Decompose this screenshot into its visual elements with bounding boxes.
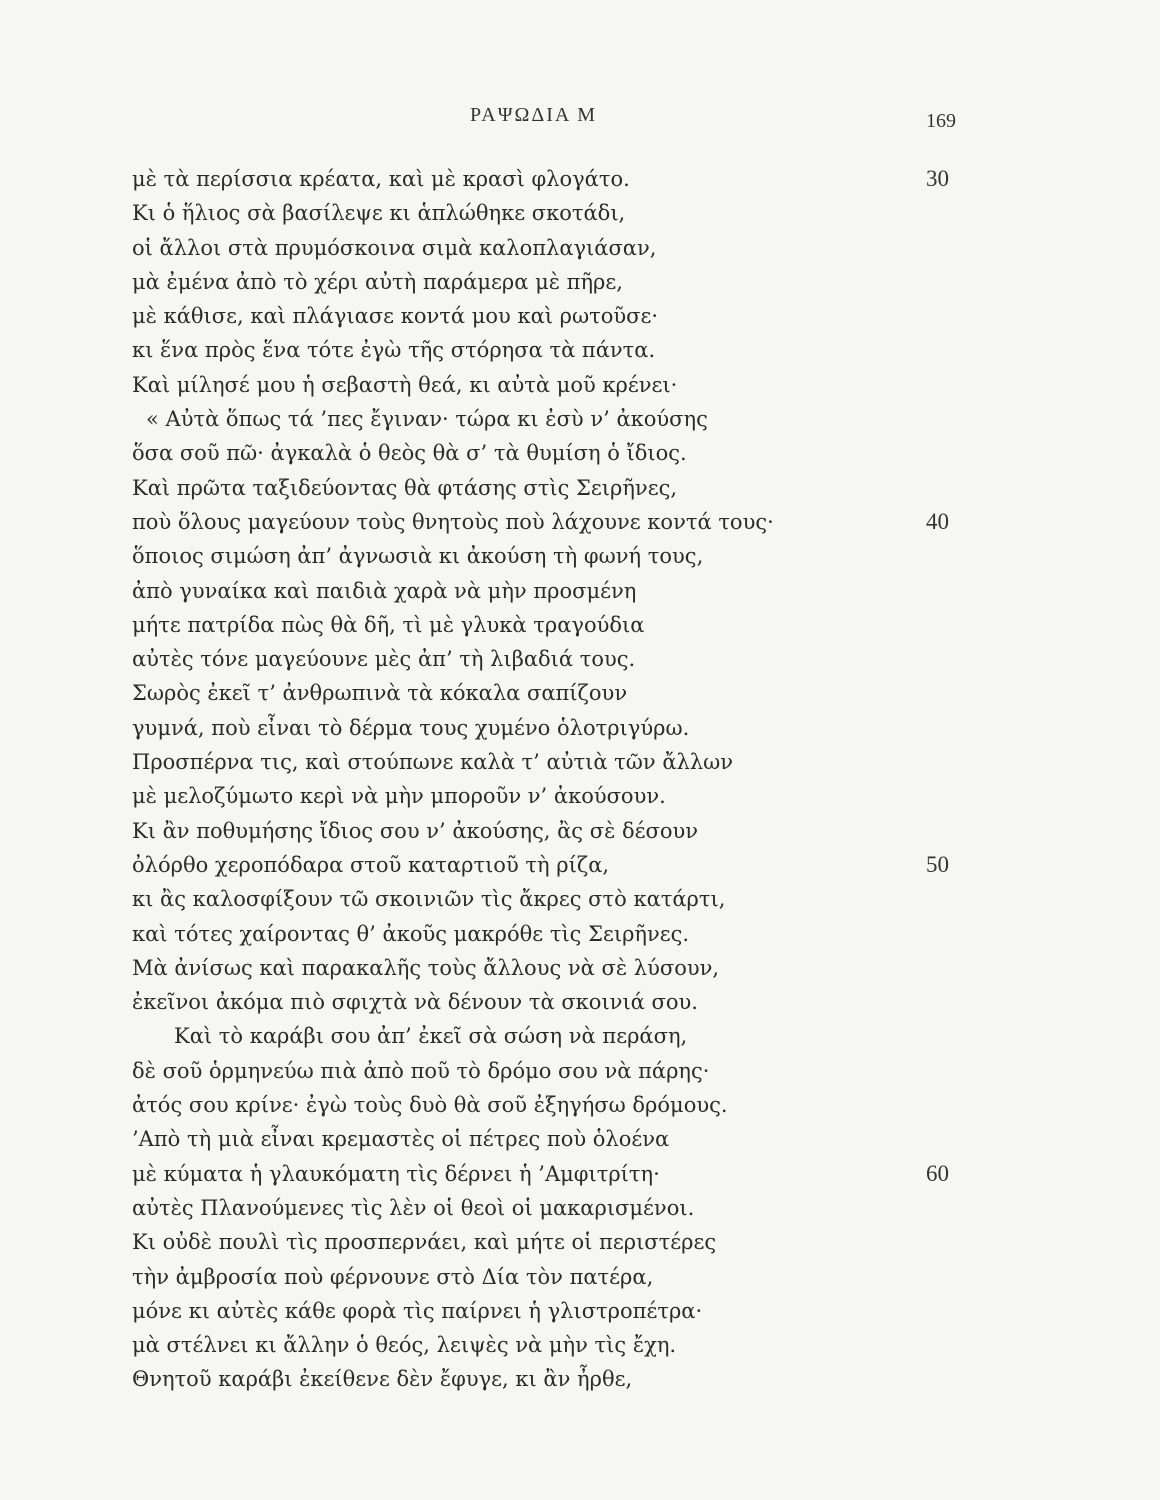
- verse-line: [132, 1019, 1012, 1053]
- verse-line: [132, 1294, 1012, 1328]
- line-number: 60: [926, 1160, 949, 1186]
- verse-line: [132, 574, 1012, 608]
- verse-line: [132, 1260, 1012, 1294]
- verse-text: ὅσα σοῦ πῶ· ἀγκαλὰ ὁ θεὸς θὰ σ’ τὰ θυμίση ὁ ἴδιος.: [132, 441, 687, 466]
- line-number: 40: [926, 508, 949, 534]
- verse-text: ἀπὸ γυναίκα καὶ παιδιὰ χαρὰ νὰ μὴν προσμένη: [132, 578, 637, 603]
- verse-line: [132, 779, 1012, 813]
- verse-text: δὲ σοῦ ὁρμηνεύω πιὰ ἀπὸ ποῦ τὸ δρόμο σου νὰ πάρης·: [132, 1058, 710, 1083]
- verse-text: « Αὐτὰ ὅπως τά ’πες ἔγιναν· τώρα κι ἐσὺ ν’ ἀκούσης: [146, 407, 708, 432]
- verse-line: [132, 676, 1012, 710]
- verse-line: [132, 436, 1012, 470]
- running-head: ΡΑΨΩΔΙΑ Μ: [470, 104, 598, 126]
- verse-line: [132, 1191, 1012, 1225]
- verse-line: [132, 985, 1012, 1019]
- verse-text: μόνε κι αὐτὲς κάθε φορὰ τὶς παίρνει ἡ γλιστροπέτρα·: [132, 1298, 703, 1323]
- verse-line: [132, 711, 1012, 745]
- verse-line: [132, 1328, 1012, 1362]
- verse-text: ὅποιος σιμώση ἀπ’ ἀγνωσιὰ κι ἀκούση τὴ φωνή τους,: [132, 544, 704, 569]
- verse-text: μὲ τὰ περίσσια κρέατα, καὶ μὲ κρασὶ φλογάτο.: [132, 167, 630, 191]
- verse-text: ὀλόρθο χεροπόδαρα στοῦ καταρτιοῦ τὴ ρίζα,: [132, 852, 610, 877]
- verse-text: Σωρὸς ἐκεῖ τ’ ἀνθρωπινὰ τὰ κόκαλα σαπίζουν: [132, 681, 628, 706]
- verse-line: [132, 1157, 1012, 1191]
- verse-line: [132, 196, 1012, 230]
- verse-line: [132, 882, 1012, 916]
- verse-text: Μὰ ἀνίσως καὶ παρακαλῆς τοὺς ἄλλους νὰ σὲ λύσουν,: [132, 955, 720, 980]
- verse-line: [132, 1122, 1012, 1156]
- verse-text: μὰ στέλνει κι ἄλλην ὁ θεός, λειψὲς νὰ μὴν τὶς ἔχη.: [132, 1333, 677, 1358]
- verse-text: Καὶ πρῶτα ταξιδεύοντας θὰ φτάσης στὶς Σειρῆνες,: [132, 475, 678, 500]
- verse-line: [132, 299, 1012, 333]
- verse-line: [132, 848, 1012, 882]
- verse-text: μήτε πατρίδα πὼς θὰ δῆ, τὶ μὲ γλυκὰ τραγούδια: [132, 612, 645, 637]
- poem-verses: [132, 162, 1012, 1397]
- line-number: 30: [926, 166, 949, 191]
- verse-line: [132, 505, 1012, 539]
- verse-text: Κι ἂν ποθυμήσης ἴδιος σου ν’ ἀκούσης, ἂς σὲ δέσουν: [132, 818, 699, 843]
- verse-line: [132, 368, 1012, 402]
- verse-line: [132, 951, 1012, 985]
- verse-text: μὰ ἐμένα ἀπὸ τὸ χέρι αὐτὴ παράμερα μὲ πῆρε,: [132, 269, 623, 294]
- page-number: 169: [926, 110, 956, 132]
- line-number: 50: [926, 851, 949, 877]
- verse-line: [132, 814, 1012, 848]
- verse-line: [132, 745, 1012, 779]
- verse-line: [132, 539, 1012, 573]
- verse-text: ’Απὸ τὴ μιὰ εἶναι κρεμαστὲς οἱ πέτρες ποὺ ὁλοένα: [132, 1127, 670, 1152]
- verse-line: [132, 162, 1012, 196]
- verse-text: ἀτός σου κρίνε· ἐγὼ τοὺς δυὸ θὰ σοῦ ἐξηγήσω δρόμους.: [132, 1093, 728, 1118]
- verse-text: μὲ κύματα ἡ γλαυκόματη τὶς δέρνει ἡ ’Αμφιτρίτη·: [132, 1161, 660, 1186]
- verse-text: Κι ὁ ἥλιος σὰ βασίλεψε κι ἁπλώθηκε σκοτάδι,: [132, 201, 626, 226]
- verse-text: γυμνά, ποὺ εἶναι τὸ δέρμα τους χυμένο ὁλοτριγύρω.: [132, 715, 690, 740]
- verse-line: [132, 402, 1012, 436]
- verse-text: ποὺ ὅλους μαγεύουν τοὺς θνητοὺς ποὺ λάχουνε κοντά τους·: [132, 509, 774, 534]
- verse-text: Καὶ τὸ καράβι σου ἀπ’ ἐκεῖ σὰ σώση νὰ περάση,: [174, 1024, 688, 1049]
- verse-line: [132, 1362, 1012, 1396]
- verse-text: Θνητοῦ καράβι ἐκείθενε δὲν ἔφυγε, κι ἂν ἦρθε,: [132, 1367, 633, 1392]
- verse-text: αὐτὲς Πλανούμενες τὶς λὲν οἱ θεοὶ οἱ μακαρισμένοι.: [132, 1195, 695, 1220]
- verse-text: ἐκεῖνοι ἀκόμα πιὸ σφιχτὰ νὰ δένουν τὰ σκοινιά σου.: [132, 990, 698, 1015]
- verse-text: μὲ μελοζύμωτο κερὶ νὰ μὴν μποροῦν ν’ ἀκούσουν.: [132, 784, 666, 809]
- verse-text: κι ἂς καλοσφίξουν τῶ σκοινιῶν τὶς ἄκρες στὸ κατάρτι,: [132, 887, 726, 912]
- verse-line: [132, 608, 1012, 642]
- verse-line: [132, 471, 1012, 505]
- verse-line: [132, 642, 1012, 676]
- verse-text: Προσπέρνα τις, καὶ στούπωνε καλὰ τ’ αὐτιὰ τῶν ἄλλων: [132, 750, 734, 775]
- verse-text: κι ἕνα πρὸς ἕνα τότε ἐγὼ τῆς στόρησα τὰ πάντα.: [132, 338, 656, 363]
- verse-text: τὴν ἀμβροσία ποὺ φέρνουνε στὸ Δία τὸν πατέρα,: [132, 1264, 654, 1289]
- verse-text: αὐτὲς τόνε μαγεύουνε μὲς ἀπ’ τὴ λιβαδιά τους.: [132, 647, 636, 672]
- verse-text: μὲ κάθισε, καὶ πλάγιασε κοντά μου καὶ ρωτοῦσε·: [132, 304, 659, 329]
- verse-text: καὶ τότες χαίροντας θ’ ἀκοῦς μακρόθε τὶς Σειρῆνες.: [132, 921, 690, 946]
- verse-line: [132, 333, 1012, 367]
- verse-text: Καὶ μίλησέ μου ἡ σεβαστὴ θεά, κι αὐτὰ μοῦ κρένει·: [132, 372, 678, 397]
- verse-line: [132, 1225, 1012, 1259]
- verse-line: [132, 231, 1012, 265]
- verse-line: [132, 917, 1012, 951]
- verse-line: [132, 265, 1012, 299]
- verse-text: οἱ ἄλλοι στὰ πρυμόσκοινα σιμὰ καλοπλαγιάσαν,: [132, 235, 657, 260]
- verse-text: Κι οὐδὲ πουλὶ τὶς προσπερνάει, καὶ μήτε οἱ περιστέρες: [132, 1230, 717, 1255]
- verse-line: [132, 1088, 1012, 1122]
- verse-line: [132, 1054, 1012, 1088]
